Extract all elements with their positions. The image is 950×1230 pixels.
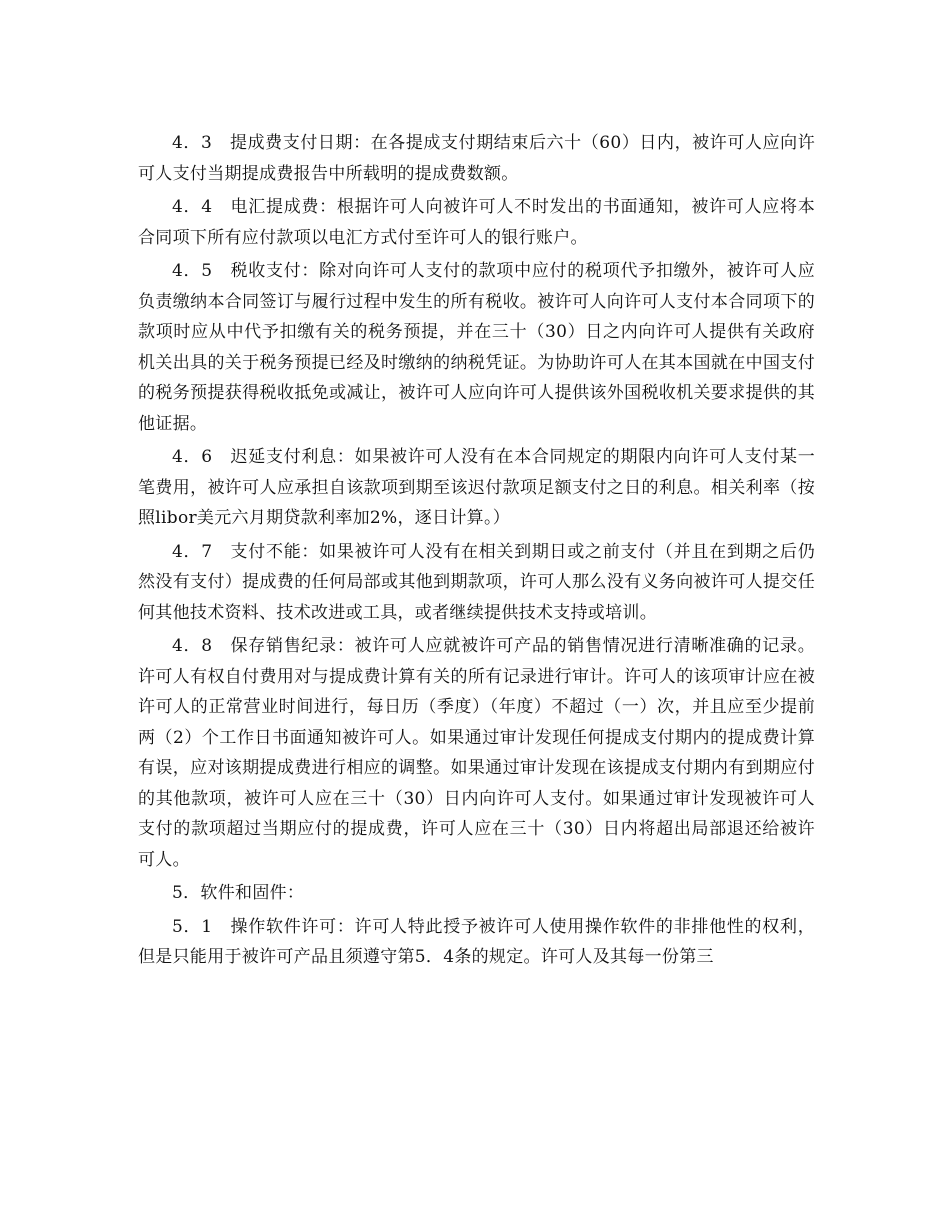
paragraph-4-5: 4．5 税收支付：除对向许可人支付的款项中应付的税项代予扣缴外，被许可人应负责缴纳本合同签订与履行过程中发生的所有税收。被许可人向许可人支付本合同项下的款项时应从中代予扣缴有关的税务预提，并在三十（30）日之内向许可人提供有关政府机关出具的关于税务预提已经及时缴纳的纳税凭证。为协助许可人在其本国就在中国支付的税务预提获得税收抵免或减让，被许可人应向许可人提供该外国税收机关要求提供的其他证据。	[138, 261, 815, 434]
paragraph-4-6: 4．6 迟延支付利息：如果被许可人没有在本合同规定的期限内向许可人支付某一笔费用，被许可人应承担自该款项到期至该迟付款项足额支付之日的利息。相关利率（按照libor美元六月期贷款利率加2%，逐日计算。）	[138, 447, 815, 528]
paragraph-4-4: 4．4 电汇提成费：根据许可人向被许可人不时发出的书面通知，被许可人应将本合同项下所有应付款项以电汇方式付至许可人的银行账户。	[138, 197, 815, 248]
paragraph-4-3: 4．3 提成费支付日期：在各提成支付期结束后六十（60）日内，被许可人应向许可人支付当期提成费报告中所载明的提成费数额。	[138, 133, 815, 184]
paragraph-4-7: 4．7 支付不能：如果被许可人没有在相关到期日或之前支付（并且在到期之后仍然没有支付）提成费的任何局部或其他到期款项，许可人那么没有义务向被许可人提交任何其他技术资料、技术改进或工具，或者继续提供技术支持或培训。	[138, 541, 815, 623]
paragraph-5-1: 5．1 操作软件许可：许可人特此授予被许可人使用操作软件的非排他性的权利，但是只能用于被许可产品且须遵守第5．4条的规定。许可人及其每一份第三	[138, 916, 815, 967]
paragraph-4-8: 4．8 保存销售纪录：被许可人应就被许可产品的销售情况进行清晰准确的记录。许可人有权自付费用对与提成费计算有关的所有记录进行审计。许可人的该项审计应在被许可人的正常营业时间进行，每日历（季度）（年度）不超过（一）次，并且应至少提前两（2）个工作日书面通知被许可人。如果通过审计发现任何提成支付期内的提成费计算有误，应对该期提成费进行相应的调整。如果通过审计发现在该提成支付期内有到期应付的其他款项，被许可人应在三十（30）日内向许可人支付。如果通过审计发现被许可人支付的款项超过当期应付的提成费，许可人应在三十（30）日内将超出局部退还给被许可人。	[138, 636, 815, 870]
section-heading-5: 5．软件和固件：	[172, 883, 305, 903]
document-body	[138, 128, 815, 976]
